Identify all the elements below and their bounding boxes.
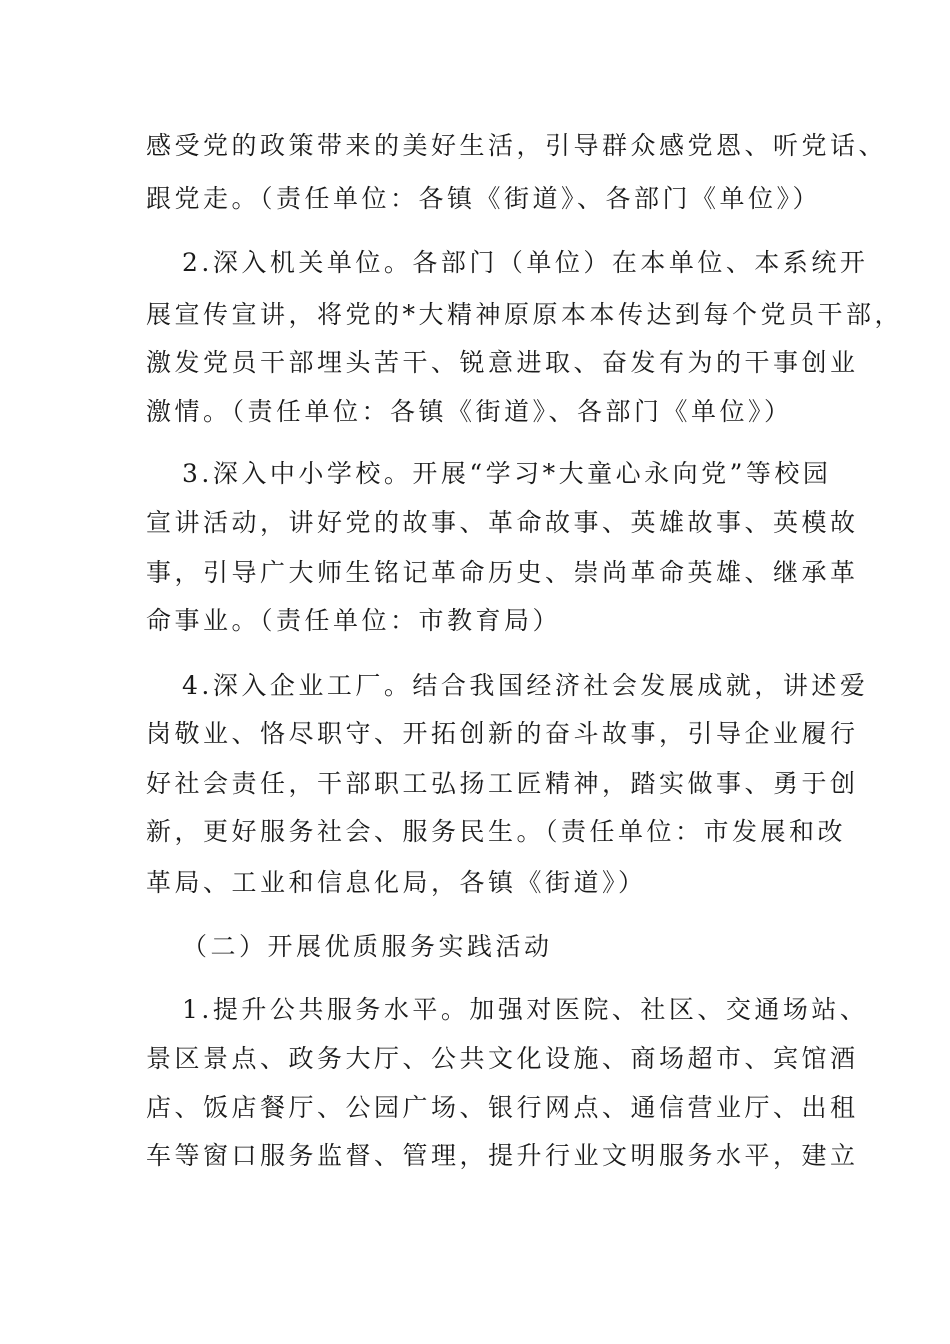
paragraph-5-line-2: 景区景点、政务大厅、公共文化设施、商场超市、宾馆酒 <box>146 1044 859 1073</box>
paragraph-4-line-3: 好社会责任，干部职工弘扬工匠精神，踏实做事、勇于创 <box>146 769 859 798</box>
paragraph-3-line-4: 命事业。（责任单位：市教育局） <box>146 606 562 635</box>
paragraph-3-line-1: 3.深入中小学校。开展“学习*大童心永向党”等校园 <box>182 459 832 488</box>
paragraph-5-line-3: 店、饭店餐厅、公园广场、银行网点、通信营业厅、出租 <box>146 1093 859 1122</box>
paragraph-4-line-2: 岗敬业、恪尽职守、开拓创新的奋斗故事，引导企业履行 <box>146 719 859 748</box>
section-heading: （二）开展优质服务实践活动 <box>182 932 553 961</box>
paragraph-2-line-3: 激发党员干部埋头苦干、锐意进取、奋发有为的干事创业 <box>146 348 859 377</box>
paragraph-5-line-4: 车等窗口服务监督、管理，提升行业文明服务水平，建立 <box>146 1141 859 1170</box>
paragraph-2-line-4: 激情。（责任单位：各镇《街道》、各部门《单位》） <box>146 397 793 426</box>
paragraph-3-line-2: 宣讲活动，讲好党的故事、革命故事、英雄故事、英模故 <box>146 508 859 537</box>
paragraph-2-line-2: 展宣传宣讲，将党的*大精神原原本本传达到每个党员干部， <box>146 300 904 329</box>
paragraph-5-line-1: 1.提升公共服务水平。加强对医院、社区、交通场站、 <box>182 995 869 1024</box>
paragraph-4-line-4: 新，更好服务社会、服务民生。（责任单位：市发展和改 <box>146 817 847 846</box>
text-line-2: 跟党走。（责任单位：各镇《街道》、各部门《单位》） <box>146 184 822 213</box>
paragraph-4-line-1: 4.深入企业工厂。结合我国经济社会发展成就，讲述爱 <box>182 671 869 700</box>
paragraph-3-line-3: 事，引导广大师生铭记革命历史、崇尚革命英雄、继承革 <box>146 558 859 587</box>
paragraph-2-line-1: 2.深入机关单位。各部门（单位）在本单位、本系统开 <box>182 248 869 277</box>
text-line-1: 感受党的政策带来的美好生活，引导群众感党恩、听党话、 <box>146 131 888 160</box>
paragraph-4-line-5: 革局、工业和信息化局，各镇《街道》） <box>146 868 647 897</box>
